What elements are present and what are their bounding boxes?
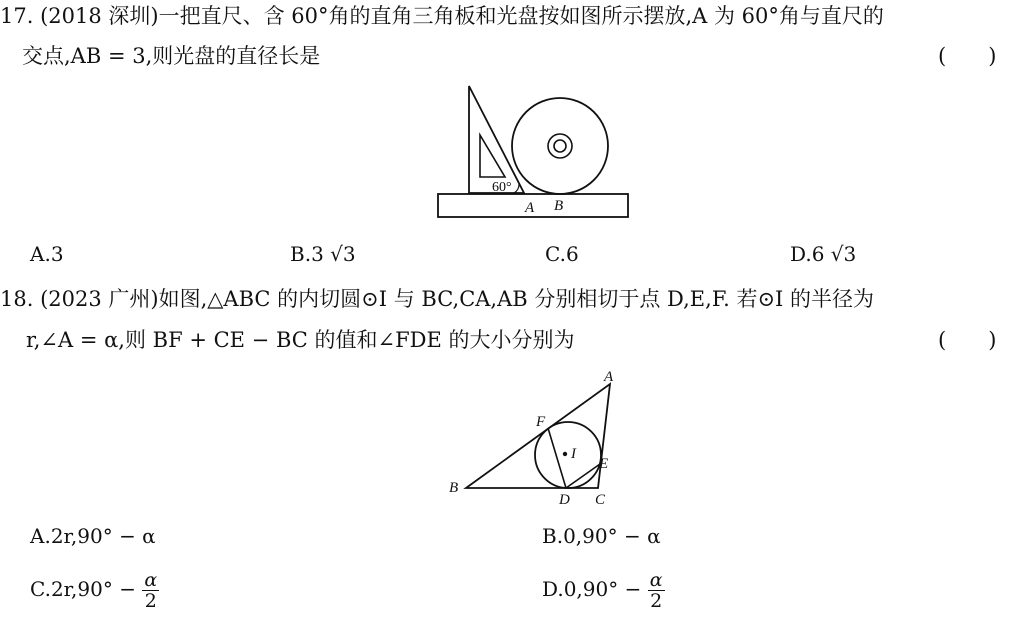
- q17-option-b[interactable]: [290, 240, 356, 268]
- q17-option-d-label: D.: [790, 242, 812, 266]
- q18-stem-line1: 18. (2023 广州)如图,△ABC 的内切圆⊙I 与 BC,CA,AB 分别相切于点 D,E,F. 若⊙I 的半径为: [0, 287, 875, 311]
- q18-option-b-value: 0,90° − α: [563, 524, 661, 548]
- point-b-label: B: [449, 480, 459, 496]
- q18-option-d-denominator: 2: [650, 590, 663, 612]
- point-a-label: A: [604, 369, 614, 385]
- q18-option-c-prefix: 2r,90° −: [50, 577, 136, 601]
- incircle: [535, 422, 601, 488]
- disc-outer: [512, 98, 608, 194]
- q17-option-a-label: A.: [30, 242, 51, 266]
- point-i-label: I: [571, 446, 576, 462]
- point-a-label: A: [525, 200, 535, 216]
- point-e-label: E: [599, 456, 609, 472]
- point-d-label: D: [559, 492, 570, 508]
- q17-option-d-coef: 6: [811, 242, 825, 266]
- q18-answer-paren: ( ): [938, 328, 997, 352]
- q17-option-c-value: 6: [565, 242, 579, 266]
- q18-option-c-label: C.: [30, 577, 51, 601]
- incenter-dot: [563, 452, 567, 456]
- q17-answer-paren: ( ): [938, 44, 997, 68]
- q18-option-a[interactable]: [30, 522, 156, 550]
- q17-stem-line1: 17. (2018 深圳)一把直尺、含 60°角的直角三角板和光盘按如图所示摆放,A 为 60°角与直尺的: [0, 4, 884, 28]
- point-f-label: F: [536, 414, 546, 430]
- q18-option-b[interactable]: [542, 522, 661, 550]
- q17-option-b-coef: 3: [311, 242, 324, 266]
- disc-ring: [548, 134, 572, 158]
- q18-stem-line2: r,∠A = α,则 BF + CE − BC 的值和∠FDE 的大小分别为: [26, 328, 575, 352]
- q18-option-d-numerator: α: [649, 569, 663, 591]
- q17-option-d-radical: √3: [830, 242, 857, 266]
- q18-option-c-denominator: 2: [144, 590, 157, 612]
- q18-option-a-label: A.: [30, 524, 51, 548]
- q18-option-d-label: D.: [542, 577, 564, 601]
- q17-option-a[interactable]: [30, 240, 64, 268]
- q18-option-b-label: B.: [542, 524, 564, 548]
- q17-option-b-radical: √3: [330, 242, 356, 266]
- point-b-label: B: [554, 198, 564, 214]
- disc-hole: [554, 140, 566, 152]
- q17-option-c[interactable]: [545, 240, 579, 268]
- segment-df: [548, 428, 566, 488]
- q17-option-b-label: B.: [290, 242, 312, 266]
- q17-figure: [430, 80, 640, 222]
- q18-option-c[interactable]: [30, 570, 159, 611]
- angle-arc: [514, 184, 519, 193]
- q17-option-c-label: C.: [545, 242, 566, 266]
- set-square-inner: [480, 135, 505, 177]
- q18-option-d[interactable]: [542, 570, 665, 611]
- q18-option-c-fraction: [142, 570, 159, 611]
- q18-option-a-value: 2r,90° − α: [50, 524, 156, 548]
- q17-option-a-value: 3: [50, 242, 64, 266]
- angle-label: 60°: [492, 180, 512, 195]
- q18-option-d-prefix: 0,90° −: [563, 577, 642, 601]
- q17-stem-line2: 交点,AB = 3,则光盘的直径长是: [22, 44, 321, 68]
- point-c-label: C: [595, 492, 606, 508]
- q17-option-d[interactable]: [790, 240, 856, 268]
- q18-option-c-numerator: α: [144, 569, 158, 591]
- q18-option-d-fraction: [648, 570, 665, 611]
- q18-figure: [444, 366, 624, 508]
